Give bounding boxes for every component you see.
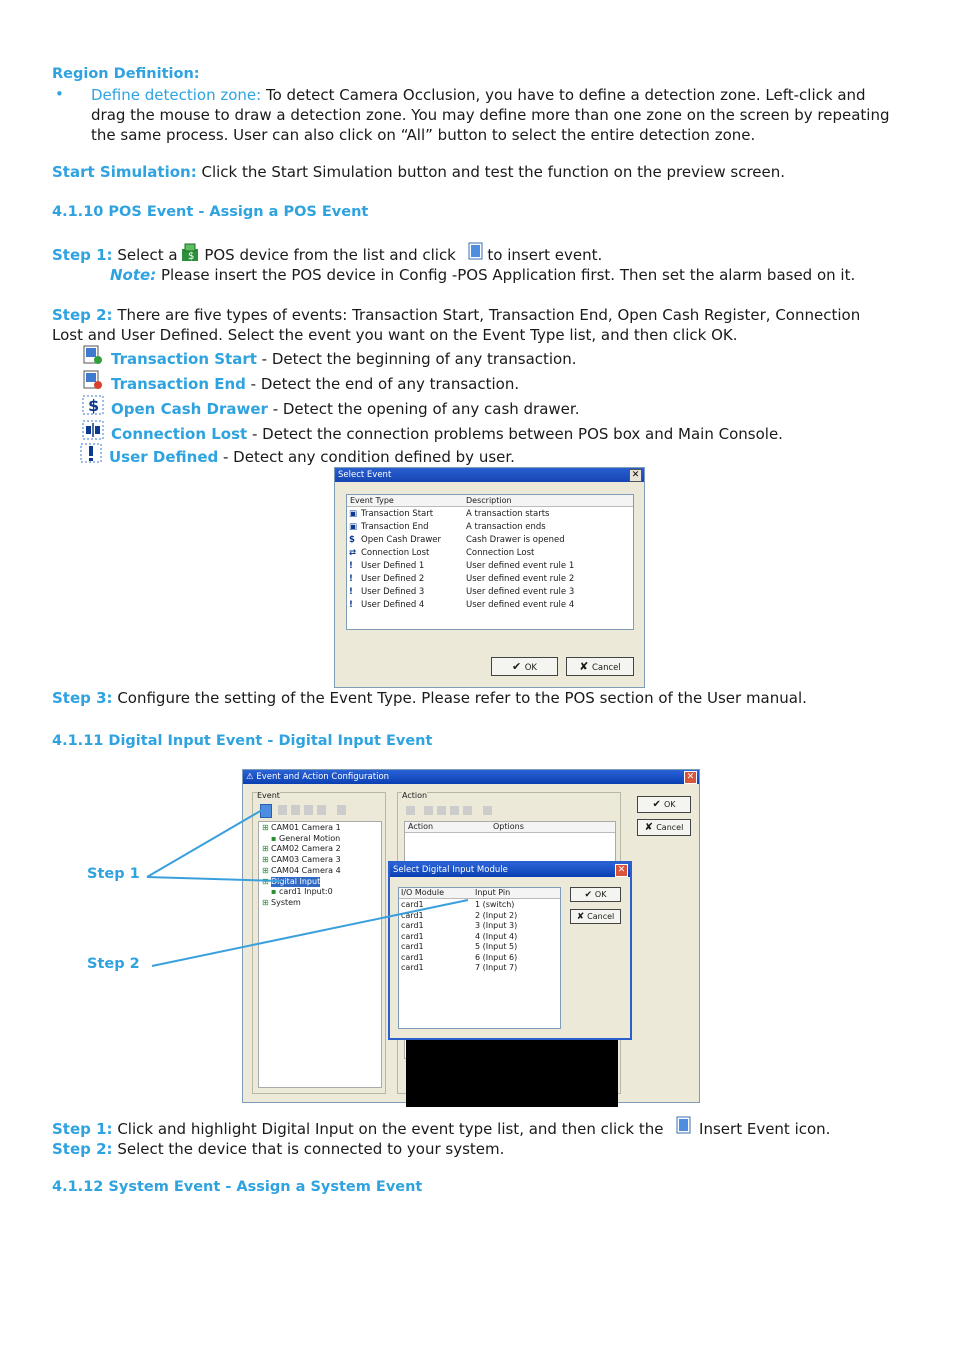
pos-step2-label: Step 2: <box>52 306 113 324</box>
system-heading: 4.1.12 System Event - Assign a System Event <box>52 1179 423 1195</box>
insert-event-icon <box>675 1116 693 1138</box>
pos-step1-b: POS device from the list and click <box>204 246 461 264</box>
ok-label: OK <box>664 800 676 809</box>
svg-text:$: $ <box>88 396 100 415</box>
col-event-type: Event Type <box>350 496 394 505</box>
pos-step2-text: There are five types of events: Transaction Start, Transaction End, Open Cash Register, Connection Lost and User Defined. Select the event you want on the Event Type list, and then click OK. <box>52 306 861 344</box>
event-row-icon: ! <box>349 574 353 584</box>
pos-step3-text: Configure the setting of the Event Type. Please refer to the POS section of the User manual. <box>112 689 807 707</box>
digital-step1-a: Click and highlight Digital Input on the event type list, and then click the <box>112 1120 669 1138</box>
event-row-icon: ▣ <box>349 522 358 532</box>
event-row-desc[interactable]: User defined event rule 3 <box>466 587 575 597</box>
event-row-type[interactable]: User Defined 4 <box>361 600 425 610</box>
event-row-desc[interactable]: A transaction ends <box>466 522 546 532</box>
digital-step2-text: Select the device that is connected to your system. <box>112 1140 505 1158</box>
event-row-desc[interactable]: User defined event rule 4 <box>466 600 575 610</box>
tree-node[interactable]: card1 Input:0 <box>279 887 333 897</box>
ok-label: OK <box>594 890 607 899</box>
type-desc: - Detect the connection problems between POS box and Main Console. <box>247 425 783 443</box>
type-name: Open Cash Drawer <box>111 400 268 418</box>
x-icon: ✘ <box>579 660 592 673</box>
pos-step1-a: Select a <box>112 246 183 264</box>
region-heading: Region Definition: <box>52 66 200 82</box>
callout-line-step1-a <box>147 810 262 877</box>
check-icon: ✔ <box>512 660 525 673</box>
tree-node-icon: ▪ <box>271 887 277 897</box>
event-row-type[interactable]: Transaction Start <box>361 509 434 519</box>
simulation-text: Click the Start Simulation button and test the function on the preview screen. <box>196 163 786 181</box>
event-row-icon: ! <box>349 561 353 571</box>
cancel-label: Cancel <box>587 912 615 921</box>
tree-node-icon: ▪ <box>271 833 277 843</box>
close-icon[interactable]: ✕ <box>684 771 697 784</box>
pin-cell[interactable]: 1 (switch) <box>475 900 515 909</box>
event-row-desc[interactable]: Connection Lost <box>466 548 535 558</box>
type-name: User Defined <box>109 448 219 466</box>
tree-node-icon: ⊞ <box>262 855 269 865</box>
tree-node[interactable]: CAM01 Camera 1 <box>271 823 341 832</box>
digital-step1-line <box>52 1120 830 1138</box>
callout-line-step1-b <box>147 877 281 881</box>
type-name: Transaction End <box>111 375 246 393</box>
digital-step2-line <box>52 1140 504 1158</box>
module-cell[interactable]: card1 <box>401 952 424 962</box>
tree-node-icon: ⊞ <box>262 844 269 854</box>
digital-step1-b: Insert Event icon. <box>694 1120 831 1138</box>
event-row-type[interactable]: User Defined 3 <box>361 587 425 597</box>
dialog-title: Select Digital Input Module <box>393 865 508 875</box>
cancel-label: Cancel <box>656 823 684 832</box>
tree-node[interactable]: Digital Input <box>271 876 321 886</box>
define-zone-label: Define detection zone: <box>91 86 262 104</box>
tree-node-icon: ⊞ <box>262 823 269 832</box>
tree-node[interactable]: CAM03 Camera 3 <box>271 855 341 865</box>
warning-icon: ⚠ <box>246 772 257 782</box>
close-icon[interactable]: ✕ <box>615 864 628 877</box>
tree-node[interactable]: CAM04 Camera 4 <box>271 865 341 875</box>
module-cell[interactable]: card1 <box>401 963 424 972</box>
pos-step1-label: Step 1: <box>52 246 113 264</box>
digital-step2-label: Step 2: <box>52 1140 113 1158</box>
type-desc: - Detect any condition defined by user. <box>218 448 515 466</box>
svg-text:$: $ <box>188 251 195 262</box>
event-row-icon: ▣ <box>349 509 358 519</box>
module-cell[interactable]: card1 <box>401 910 424 920</box>
callout-step1: Step 1 <box>87 866 140 882</box>
pin-cell[interactable]: 7 (Input 7) <box>475 963 518 972</box>
type-desc: - Detect the beginning of any transaction. <box>256 350 577 368</box>
col-action: Action <box>408 822 434 831</box>
event-row-type[interactable]: User Defined 1 <box>361 561 425 571</box>
pin-cell[interactable]: 5 (Input 5) <box>475 942 518 951</box>
pin-cell[interactable]: 4 (Input 4) <box>475 931 518 941</box>
event-row-desc[interactable]: A transaction starts <box>466 509 550 519</box>
event-row-icon: ! <box>349 587 353 597</box>
dialog-title: Select Event <box>338 470 392 480</box>
digital-heading: 4.1.11 Digital Input Event - Digital Input Event <box>52 733 433 749</box>
module-cell[interactable]: card1 <box>401 931 424 941</box>
bullet: • <box>55 85 64 103</box>
event-row-type[interactable]: Open Cash Drawer <box>361 535 441 545</box>
check-icon: ✔ <box>652 799 664 810</box>
event-row-icon: $ <box>349 535 355 545</box>
tree-node[interactable]: General Motion <box>279 833 341 843</box>
x-icon: ✘ <box>576 912 588 922</box>
col-options: Options <box>493 822 524 831</box>
pos-step3-label: Step 3: <box>52 689 113 707</box>
tree-node[interactable]: System <box>271 897 301 907</box>
ok-label: OK <box>524 663 537 673</box>
cancel-label: Cancel <box>591 663 621 673</box>
event-row-desc[interactable]: User defined event rule 1 <box>466 561 575 571</box>
event-row-icon: ⇄ <box>349 548 357 558</box>
note-label: Note: <box>110 266 157 284</box>
col-input-pin: Input Pin <box>475 888 511 897</box>
pos-step1-c: to insert event. <box>482 246 603 264</box>
pin-cell[interactable]: 3 (Input 3) <box>475 921 518 930</box>
pos-heading: 4.1.10 POS Event - Assign a POS Event <box>52 204 369 220</box>
module-cell[interactable]: card1 <box>401 942 424 951</box>
dialog-title: Event and Action Configuration <box>256 772 390 782</box>
note-text: Please insert the POS device in Config -POS Application first. Then set the alarm based on it. <box>156 266 856 284</box>
pin-cell[interactable]: 2 (Input 2) <box>475 910 518 920</box>
module-cell[interactable]: card1 <box>401 921 424 930</box>
event-row-icon: ! <box>349 600 353 610</box>
action-group-label: Action <box>402 791 428 800</box>
col-io-module: I/O Module <box>401 888 444 897</box>
event-row-type[interactable]: Connection Lost <box>361 548 430 558</box>
tree-node[interactable]: CAM02 Camera 2 <box>271 844 341 854</box>
type-name: Transaction Start <box>111 350 257 368</box>
type-desc: - Detect the opening of any cash drawer. <box>267 400 580 418</box>
col-description: Description <box>466 496 512 505</box>
event-row-desc[interactable]: User defined event rule 2 <box>466 574 575 584</box>
type-name: Connection Lost <box>111 425 248 443</box>
callout-line-step2 <box>152 897 468 966</box>
event-row-type[interactable]: User Defined 2 <box>361 574 425 584</box>
close-icon[interactable]: ✕ <box>629 469 642 482</box>
tree-node-icon: ⊞ <box>262 897 269 907</box>
event-row-desc[interactable]: Cash Drawer is opened <box>466 535 565 545</box>
event-group-label: Event <box>257 791 280 800</box>
type-desc: - Detect the end of any transaction. <box>245 375 520 393</box>
pin-cell[interactable]: 6 (Input 6) <box>475 952 518 962</box>
digital-step1-label: Step 1: <box>52 1120 113 1138</box>
event-row-type[interactable]: Transaction End <box>361 522 429 532</box>
x-icon: ✘ <box>644 822 657 833</box>
define-zone-text: To detect Camera Occlusion, you have to define a detection zone. Left-click and drag the mouse to draw a detection zone. You may define more than one zone on the screen by repeating the same process. User can also click on “All” button to select the entire detection zone. <box>91 86 890 144</box>
simulation-label: Start Simulation: <box>52 163 197 181</box>
tree-node-icon: ⊞ <box>262 865 269 875</box>
module-cell[interactable]: card1 <box>401 900 424 909</box>
check-icon: ✔ <box>584 890 595 900</box>
callout-step2: Step 2 <box>87 956 140 972</box>
